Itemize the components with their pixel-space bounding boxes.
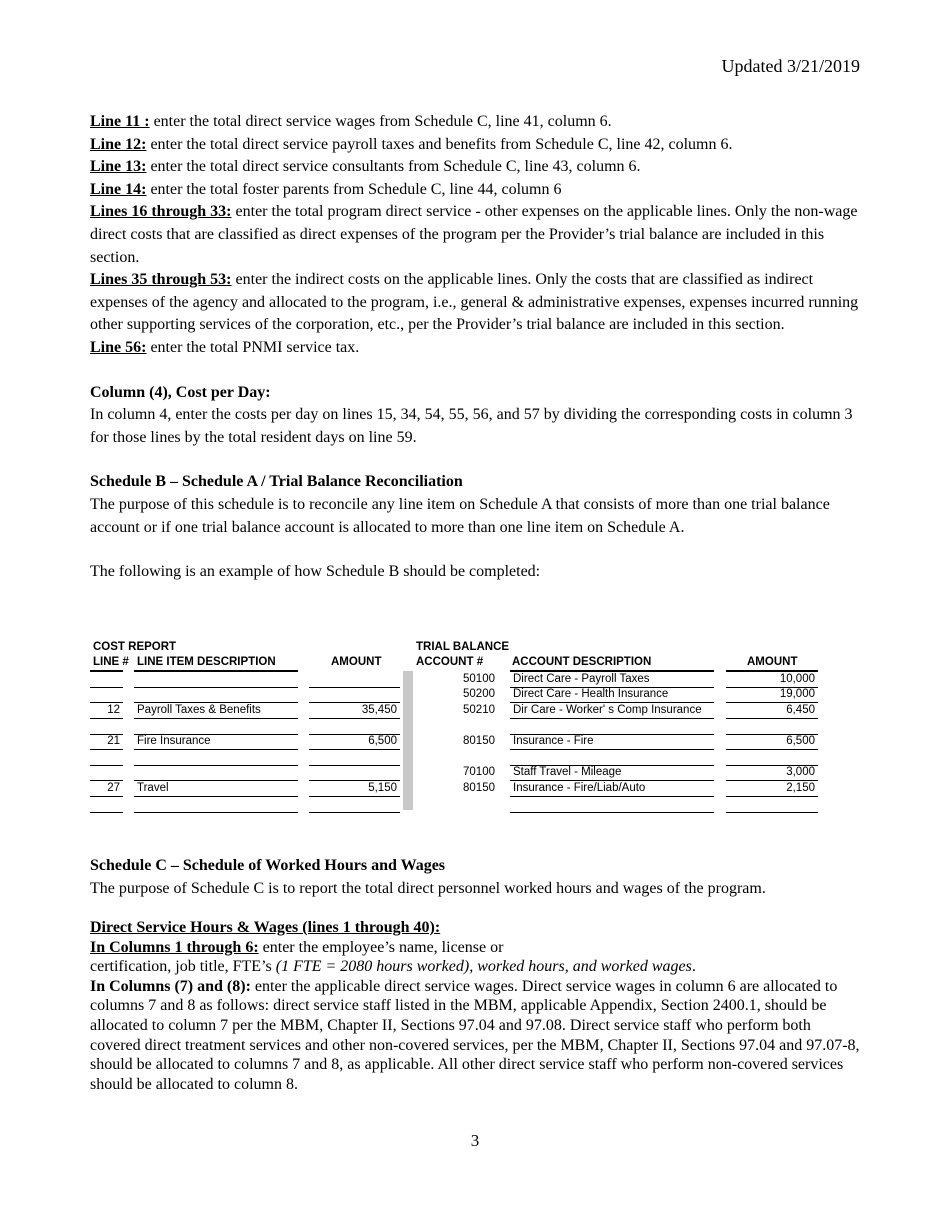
direct-service-section [90,918,865,1094]
cell-amount2: 2,150 [786,782,815,794]
fte-note: (1 FTE = 2080 hours worked), worked hours, and worked wages [275,958,692,976]
cell-underline [726,718,818,719]
cell-underline [90,812,123,813]
columns-1-6-end: . [691,958,696,976]
cell-amount2: 10,000 [779,673,815,685]
column-separator [403,671,413,810]
header-rule [134,670,298,672]
columns-1-6-text: enter the employee’s name, license or [258,938,504,956]
cell-desc: Payroll Taxes & Benefits [137,704,261,716]
cell-account: 50100 [463,673,495,685]
schedule-c-text: The purpose of Schedule C is to report the total direct personnel worked hours and wages of the program. [90,879,766,897]
cell-underline [90,765,123,766]
cell-underline [134,702,298,703]
cell-account: 70100 [463,766,495,778]
line-text: enter the total PNMI service tax. [146,338,360,356]
schedule-b-text: The purpose of this schedule is to reconcile any line item on Schedule A that consists of more than one trial balance account or if one trial balance account is allocated to more than one line item on Schedule A. [90,495,830,536]
line-13-instruction [90,156,862,179]
cell-underline [309,780,400,781]
cost-report-header: COST REPORT [93,641,177,653]
cell-underline [309,765,400,766]
cell-underline [510,749,714,750]
cell-account-desc: Direct Care - Health Insurance [513,688,669,700]
line-text: enter the total direct service consultants from Schedule C, line 43, column 6. [146,158,641,176]
cell-underline [309,718,400,719]
columns-7-8-text: enter the applicable direct service wages. Direct service wages in column 6 are allocated to columns 7 and 8 as follows: direct service staff listed in the MBM, applicable Appendix, Section 2400.1, should be allocated to column 7 per the MBM, Chapter II, Sections 97.04 and 97.08. Direct service staff who perform both covered direct treatment services and other non-covered services, per the MBM, Chapter II, Sections 97.04 and 97.07-8, should be allocated to columns 7 and 8, as applicable. All other direct service staff who perform non-covered services should be allocated to column 8. [90,977,860,1093]
account-number-header: ACCOUNT # [416,656,484,668]
cell-account-desc: Insurance - Fire [513,735,594,747]
cell-underline [134,812,298,813]
cell-line: 21 [107,735,120,747]
cell-amount: 5,150 [368,782,397,794]
amount2-header: AMOUNT [747,656,798,668]
columns-1-6-label: In Columns 1 through 6: [90,938,259,956]
line-56-instruction [90,337,862,360]
header-rule [90,670,123,672]
line-14-instruction [90,179,862,202]
lines-35-53-instruction [90,269,862,337]
cell-underline [90,749,123,750]
line-item-description-header: LINE ITEM DESCRIPTION [137,656,276,668]
line-text: enter the total direct service payroll taxes and benefits from Schedule C, line 42, column 6. [146,135,733,153]
cell-account: 80150 [463,735,495,747]
reconciliation-table [90,641,820,811]
cell-underline [134,718,298,719]
cell-underline [309,796,400,797]
line-text: enter the total direct service wages from Schedule C, line 41, column 6. [149,113,612,130]
cell-underline [90,702,123,703]
cell-underline [90,780,123,781]
cell-amount2: 19,000 [779,688,815,700]
lines-16-33-instruction [90,201,862,269]
cell-underline [510,718,714,719]
cell-desc: Travel [137,782,169,794]
cell-underline [134,749,298,750]
line-text: enter the total program direct service - other expenses on the applicable lines. Only the non-wage direct costs that are classified as direct expenses of the program per the Provider’s trial balance are included in this section. [90,203,858,266]
cell-account: 80150 [463,782,495,794]
header-rule [726,670,818,672]
cell-amount: 6,500 [368,735,397,747]
line-label: Lines 35 through 53: [90,271,232,289]
cell-underline [309,702,400,703]
columns-1-6-continuation [90,957,865,977]
cell-desc: Fire Insurance [137,735,211,747]
line-text: enter the indirect costs on the applicable lines. Only the costs that are classified as indirect expenses of the agency and allocated to the program, i.e., general & administrative expenses, expenses incurred running other supporting services of the corporation, etc., per the Provider’s trial balance are included in this section. [90,271,859,334]
account-description-header: ACCOUNT DESCRIPTION [512,656,652,668]
line-instructions [90,111,862,584]
line-label: Line 12: [90,135,147,153]
cell-underline [134,780,298,781]
schedule-b-example: The following is an example of how Schedule B should be completed: [90,563,541,581]
line-label: Line 14: [90,180,147,198]
line-label: Line 56: [90,338,147,356]
cell-underline [134,687,298,688]
schedule-c-heading: Schedule C – Schedule of Worked Hours and Wages [90,857,446,874]
cell-line: 27 [107,782,120,794]
cell-account-desc: Insurance - Fire/Liab/Auto [513,782,646,794]
cell-account: 50210 [463,704,495,716]
line-text: enter the total foster parents from Schedule C, line 44, column 6 [146,180,562,198]
cell-underline [726,780,818,781]
direct-service-heading: Direct Service Hours & Wages (lines 1 through 40): [90,919,441,936]
updated-date: Updated 3/21/2019 [721,56,860,76]
cell-underline [309,749,400,750]
cell-underline [726,796,818,797]
schedule-b-heading: Schedule B – Schedule A / Trial Balance Reconciliation [90,473,463,491]
cell-underline [510,796,714,797]
header-rule [510,670,714,672]
cell-underline [510,702,714,703]
cell-account-desc: Direct Care - Payroll Taxes [513,673,650,685]
line-label: Lines 16 through 33: [90,203,232,221]
cell-account-desc: Staff Travel - Mileage [513,766,622,778]
cell-amount: 35,450 [361,704,397,716]
line-label: Line 13: [90,158,147,176]
line-11-instruction [90,111,862,134]
cell-underline [726,749,818,750]
line-number-header: LINE # [93,656,129,668]
cell-line: 12 [107,704,120,716]
cell-underline [90,687,123,688]
cell-underline [134,796,298,797]
column4-heading: Column (4), Cost per Day: [90,383,271,401]
columns-1-6-instruction [90,938,865,958]
schedule-c-section [90,855,862,900]
cell-underline [309,687,400,688]
column4-text: In column 4, enter the costs per day on lines 15, 34, 54, 55, 56, and 57 by dividing the corresponding costs in column 3 for those lines by the total resident days on line 59. [90,406,853,446]
cell-underline [510,780,714,781]
columns-7-8-instruction [90,977,865,1095]
cell-account-desc: Dir Care - Worker' s Comp Insurance [513,704,702,716]
cell-underline [134,765,298,766]
cell-underline [90,796,123,797]
cell-underline [309,812,400,813]
cell-amount2: 6,450 [786,704,815,716]
columns-7-8-label: In Columns (7) and (8): [90,977,251,995]
amount-header: AMOUNT [331,656,382,668]
line-12-instruction [90,134,862,157]
line-label: Line 11 : [90,113,150,130]
trial-balance-header: TRIAL BALANCE [416,641,510,653]
cell-underline [726,702,818,703]
cell-account: 50200 [463,688,495,700]
cell-underline [726,812,818,813]
columns-1-6-text2: certification, job title, FTE’s [90,958,276,976]
cell-amount2: 6,500 [786,735,815,747]
cell-underline [90,718,123,719]
page-number: 3 [470,1131,480,1150]
cell-amount2: 3,000 [786,766,815,778]
cell-underline [510,812,714,813]
